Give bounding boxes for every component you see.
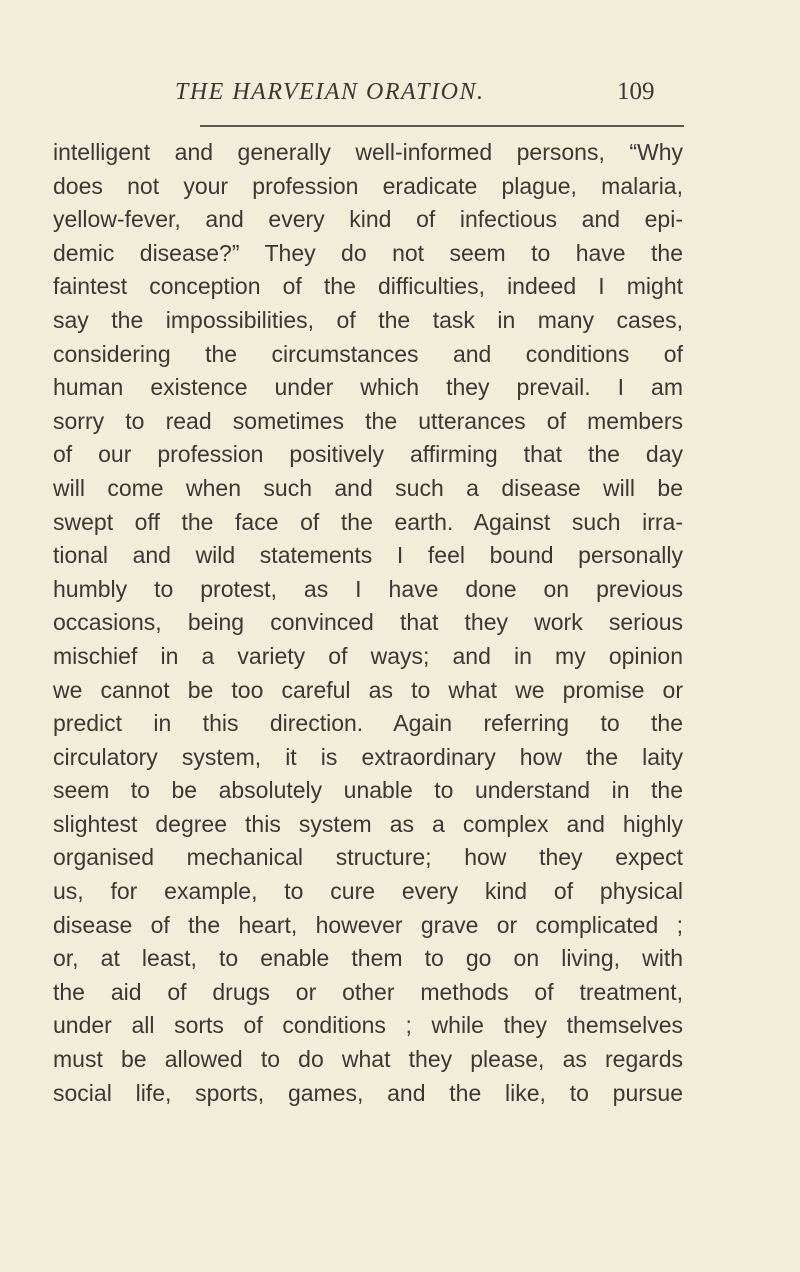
text-line: human existence under which they prevail. I am — [53, 374, 683, 401]
text-line: yellow-fever, and every kind of infectious and epi- — [53, 206, 683, 233]
text-line: tional and wild statements I feel bound personally — [53, 542, 683, 569]
text-line: the aid of drugs or other methods of treatment, — [53, 978, 683, 1005]
text-line: considering the circumstances and conditions of — [53, 340, 683, 367]
text-line: swept off the face of the earth. Against such irra- — [53, 508, 683, 535]
text-line: us, for example, to cure every kind of physical — [53, 878, 683, 905]
running-head — [175, 72, 675, 112]
text-line: social life, sports, games, and the like, to pursue — [53, 1079, 683, 1106]
text-line: will come when such and such a disease will be — [53, 474, 683, 501]
text-line: of our profession positively affirming that the day — [53, 441, 683, 468]
text-line: faintest conception of the difficulties, indeed I might — [53, 273, 683, 300]
text-line: say the impossibilities, of the task in many cases, — [53, 306, 683, 333]
text-line: sorry to read sometimes the utterances of members — [53, 407, 683, 434]
page-number: 109 — [617, 78, 655, 105]
header-rule — [200, 125, 684, 127]
text-line: does not your profession eradicate plague, malaria, — [53, 172, 683, 199]
text-line: slightest degree this system as a complex and highly — [53, 810, 683, 837]
text-line: circulatory system, it is extraordinary how the laity — [53, 743, 683, 770]
running-title: THE HARVEIAN ORATION. — [175, 79, 485, 105]
text-line: under all sorts of conditions ; while they themselves — [53, 1012, 683, 1039]
text-line: demic disease?” They do not seem to have the — [53, 239, 683, 266]
text-line: humbly to protest, as I have done on previous — [53, 575, 683, 602]
text-line: predict in this direction. Again referring to the — [53, 710, 683, 737]
text-line: intelligent and generally well-informed persons, “Why — [53, 139, 683, 165]
text-line: occasions, being convinced that they work serious — [53, 609, 683, 636]
text-line: we cannot be too careful as to what we promise or — [53, 676, 683, 703]
text-line: must be allowed to do what they please, as regards — [53, 1046, 683, 1073]
text-line: or, at least, to enable them to go on living, with — [53, 945, 683, 972]
text-line: seem to be absolutely unable to understand in the — [53, 777, 683, 804]
text-line: disease of the heart, however grave or complicated ; — [53, 911, 683, 938]
text-line: organised mechanical structure; how they expect — [53, 844, 683, 871]
body-text — [53, 136, 683, 1110]
text-line: mischief in a variety of ways; and in my opinion — [53, 642, 683, 669]
